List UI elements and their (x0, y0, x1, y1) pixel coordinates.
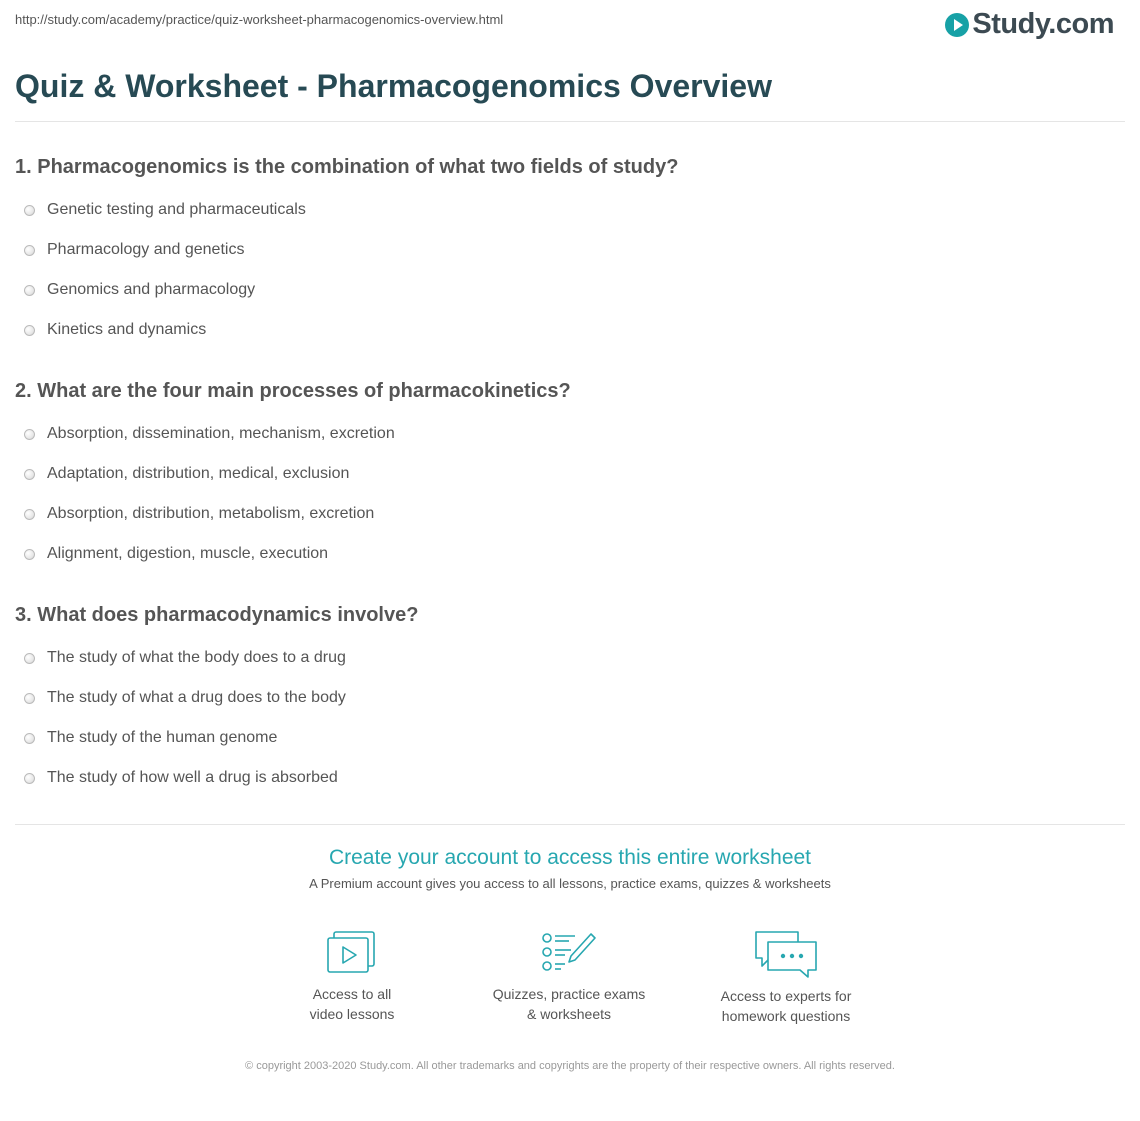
answer-option[interactable] (15, 414, 1115, 454)
answer-options (15, 638, 1115, 798)
question-text: 3. What does pharmacodynamics involve? (15, 604, 419, 626)
feature-label: Access to all video lessons (309, 986, 395, 1022)
answer-option[interactable] (15, 230, 1115, 270)
answer-label: The study of how well a drug is absorbed (47, 769, 338, 786)
answer-options (15, 190, 1115, 350)
quiz-checklist-icon (541, 930, 597, 976)
radio-button-icon[interactable] (24, 509, 35, 520)
answer-option[interactable] (15, 270, 1115, 310)
answer-option[interactable] (15, 454, 1115, 494)
radio-button-icon[interactable] (24, 733, 35, 744)
answer-option[interactable] (15, 718, 1115, 758)
answer-label: Absorption, dissemination, mechanism, excretion (47, 425, 395, 442)
radio-button-icon[interactable] (24, 285, 35, 296)
answer-option[interactable] (15, 758, 1115, 798)
signup-cta (0, 846, 1140, 891)
question-1 (15, 152, 1115, 350)
feature-quizzes (469, 930, 669, 1024)
cta-subtitle: A Premium account gives you access to all lessons, practice exams, quizzes & worksheets (309, 876, 831, 891)
answer-label: The study of what a drug does to the body (47, 689, 346, 706)
chat-bubbles-icon (754, 930, 818, 978)
cta-divider (15, 824, 1125, 825)
radio-button-icon[interactable] (24, 773, 35, 784)
radio-button-icon[interactable] (24, 325, 35, 336)
question-text: 1. Pharmacogenomics is the combination of what two fields of study? (15, 156, 679, 178)
feature-label: Quizzes, practice exams & worksheets (492, 986, 646, 1022)
video-lesson-icon (326, 930, 378, 976)
radio-button-icon[interactable] (24, 469, 35, 480)
answer-option[interactable] (15, 638, 1115, 678)
feature-video-lessons (252, 930, 452, 1024)
answer-label: The study of what the body does to a drug (47, 649, 346, 666)
top-bar (0, 0, 1140, 60)
title-divider (15, 121, 1125, 122)
radio-button-icon[interactable] (24, 429, 35, 440)
answer-label: Adaptation, distribution, medical, exclusion (47, 465, 350, 482)
page-url: http://study.com/academy/practice/quiz-worksheet-pharmacogenomics-overview.html (15, 12, 504, 27)
answer-label: The study of the human genome (47, 729, 278, 746)
answer-label: Pharmacology and genetics (47, 241, 245, 258)
radio-button-icon[interactable] (24, 245, 35, 256)
study-logo[interactable] (945, 8, 1114, 41)
question-3 (15, 600, 1115, 798)
answer-label: Alignment, digestion, muscle, execution (47, 545, 329, 562)
radio-button-icon[interactable] (24, 653, 35, 664)
answer-option[interactable] (15, 494, 1115, 534)
page-title: Quiz & Worksheet - Pharmacogenomics Overview (15, 68, 772, 104)
answer-option[interactable] (15, 310, 1115, 350)
answer-option[interactable] (15, 190, 1115, 230)
answer-label: Kinetics and dynamics (47, 321, 207, 338)
question-text: 2. What are the four main processes of pharmacokinetics? (15, 380, 571, 402)
logo-text: Study.com (972, 8, 1114, 40)
radio-button-icon[interactable] (24, 549, 35, 560)
answer-option[interactable] (15, 678, 1115, 718)
radio-button-icon[interactable] (24, 693, 35, 704)
answer-label: Genetic testing and pharmaceuticals (47, 201, 306, 218)
answer-label: Genomics and pharmacology (47, 281, 256, 298)
answer-label: Absorption, distribution, metabolism, excretion (47, 505, 375, 522)
radio-button-icon[interactable] (24, 205, 35, 216)
feature-label: Access to experts for homework questions (720, 988, 852, 1024)
copyright-footer: © copyright 2003-2020 Study.com. All other trademarks and copyrights are the property of their respective owners. All rights reserved. (245, 1060, 895, 1072)
play-logo-icon (945, 13, 969, 37)
answer-options (15, 414, 1115, 574)
question-2 (15, 376, 1115, 574)
feature-experts (686, 930, 886, 1026)
answer-option[interactable] (15, 534, 1115, 574)
cta-title-link[interactable]: Create your account to access this entire worksheet (328, 846, 812, 869)
